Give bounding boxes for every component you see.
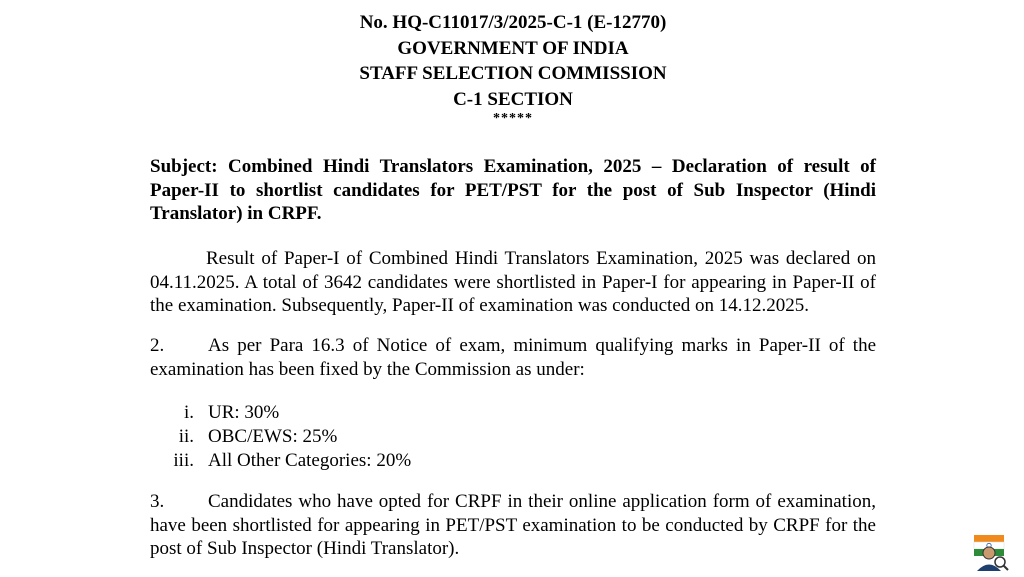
list-item bbox=[150, 401, 876, 425]
paragraph-2-text: As per Para 16.3 of Notice of exam, minimum qualifying marks in Paper-II of the examination has been fixed by the Commission as under: bbox=[150, 335, 876, 380]
paragraph-3 bbox=[150, 490, 876, 561]
list-item bbox=[150, 449, 876, 473]
paragraph-2-number: 2. bbox=[150, 335, 165, 356]
header-government: GOVERNMENT OF INDIA bbox=[397, 37, 629, 59]
document-header bbox=[150, 10, 876, 126]
person-with-flag-logo-icon bbox=[968, 532, 1010, 572]
paragraph-3-number: 3. bbox=[150, 491, 165, 512]
qualifying-marks-list bbox=[150, 401, 876, 473]
paragraph-3-text: Candidates who have opted for CRPF in their online application form of examination, have been shortlisted for appearing in PET/PST examination to be conducted by CRPF for the post of Sub Inspector (Hindi Translator). bbox=[150, 491, 876, 559]
list-item-number: ii. bbox=[178, 426, 194, 447]
paragraph-1: Result of Paper-I of Combined Hindi Translators Examination, 2025 was declared on 04.11.2025. A total of 3642 candidates were shortlisted in Paper-I for appearing in Paper-II of the examination. Subsequently, Paper-II of examination was conducted on 14.12.2025. bbox=[150, 248, 876, 316]
list-item-text: All Other Categories: 20% bbox=[208, 450, 412, 471]
list-item-text: OBC/EWS: 25% bbox=[208, 426, 338, 447]
list-item bbox=[150, 425, 876, 449]
header-commission: STAFF SELECTION COMMISSION bbox=[359, 63, 667, 84]
paragraph-2 bbox=[150, 334, 876, 381]
document-page bbox=[150, 0, 876, 576]
list-item-number: i. bbox=[183, 402, 194, 423]
subject-line: Subject: Combined Hindi Translators Examination, 2025 – Declaration of result of Paper-II to shortlist candidates for PET/PST for the post of Sub Inspector (Hindi Translator) in CRPF. bbox=[150, 156, 876, 224]
person-head bbox=[983, 547, 995, 559]
header-section: C-1 SECTION bbox=[453, 88, 573, 110]
reference-number: No. HQ-C11017/3/2025-C-1 (E-12770) bbox=[359, 12, 667, 33]
magnifier-handle bbox=[1004, 566, 1009, 571]
list-item-text: UR: 30% bbox=[208, 402, 280, 423]
list-item-number: iii. bbox=[173, 450, 194, 471]
header-separator: ***** bbox=[493, 111, 533, 126]
flag-saffron-band bbox=[974, 535, 1004, 542]
